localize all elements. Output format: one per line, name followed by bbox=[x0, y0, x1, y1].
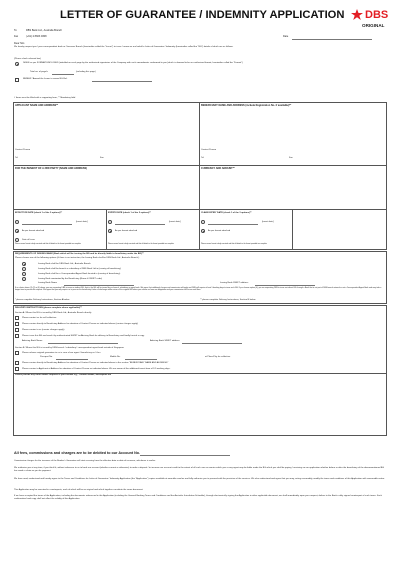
advising-name-label: Advising Bank Name bbox=[22, 340, 43, 342]
counterparts-paragraph: This Application may be executed in counterparts, each of which will be an original and which together constitute the same document. bbox=[14, 489, 144, 491]
mobile-field[interactable] bbox=[125, 359, 157, 360]
effective-insert-radio[interactable] bbox=[15, 220, 19, 224]
effective-issue-label: Date of Issue bbox=[22, 239, 35, 241]
issuing-bank-heading: REQUIREMENTS OF ISSUING BANK (Bank which will be issuing the BG and be directly liable to beneficiary under the BG)** bbox=[15, 253, 144, 255]
other-details-field[interactable] bbox=[15, 379, 385, 434]
total-pages-field[interactable] bbox=[52, 74, 74, 75]
beneficiary-label: BENEFICIARY NAME AND ADDRESS (include Registration No. if available)** bbox=[201, 104, 292, 107]
claim-date-field[interactable] bbox=[208, 224, 258, 225]
applicant-tel-label: Tel bbox=[15, 157, 18, 159]
b-release-checkbox[interactable] bbox=[15, 351, 19, 355]
a-swift-label: Please issue this BG and send it by authenticated SWIFT to Advising Bank for delivery to Beneficiary and kindly furnish a copy bbox=[22, 334, 145, 337]
b-courier-applicant-label: Please courier to Applicant at Address for attention of Contact Person as indicated above. We are aware of the additional transit time of 3-5 working days. bbox=[22, 367, 171, 370]
b-release-label: Please release original guarantee to us in care of our agent / beneficiary as / thru bbox=[22, 351, 101, 354]
effective-date-field[interactable] bbox=[22, 224, 72, 225]
claim-insert-label: [insert date] bbox=[262, 221, 274, 223]
b-courier-beneficiary-label: Please courier directly to Beneficiary Address for attention of Contact Person as indicated above in the section "BENEFICIARY NAME AND ADDRESS" bbox=[22, 361, 169, 364]
issuing-option-4-label: Issuing Bank nominated by the Beneficiary (Name & SWIFT code) bbox=[38, 277, 103, 280]
applicant-field[interactable] bbox=[15, 110, 197, 146]
passport-field[interactable] bbox=[56, 359, 88, 360]
applicant-label: APPLICANT NAME AND ADDRESS** bbox=[15, 104, 59, 107]
renew-ref-field[interactable] bbox=[92, 81, 152, 82]
delivery-section-a: Section A: Where this BG is issued by DBS Bank Ltd., Australia Branch directly bbox=[15, 312, 92, 314]
issuing-footnote-2: ** please complete Delivery Instructions, Section B below bbox=[200, 299, 256, 301]
effective-insert-label: [insert date] bbox=[76, 221, 88, 223]
advising-name-field[interactable] bbox=[48, 343, 118, 344]
page-title: LETTER OF GUARANTEE / INDEMNITY APPLICATION bbox=[60, 9, 345, 21]
issuing-option-1-radio[interactable] bbox=[22, 262, 26, 266]
a-self-collect-checkbox[interactable] bbox=[15, 316, 19, 320]
dbs-logo bbox=[351, 9, 388, 21]
commission-note: Commission charges for the issuance of the Banker's Guarantee will start accruing from the effective date or date of issuance, whichever is earlier. bbox=[14, 460, 156, 462]
original-badge: ORIGINAL bbox=[362, 23, 385, 28]
advising-swift-label: Advising Bank SWIFT address bbox=[150, 340, 180, 342]
delivery-section-b: Section B: Where this BG is issued by DBS branch / subsidiary / correspondent agent bank outside of Singapore bbox=[15, 347, 124, 349]
issuing-bank-name-label: Issuing Bank Name bbox=[38, 282, 57, 284]
issuing-option-1-label: Issuing Bank shall be DBS Bank Ltd., Australia Branch bbox=[38, 262, 91, 265]
issuing-bank-paragraph: If no choice above (1) (2) or (4) above, you are requesting DBS to issue an indirect BG, that is, the BG will be issued by our branch, subsidiary or agent bank. We agree that additional charges and commission will apply and DBS will require at least 5 banking days to issue such BG. If you choose option (4), you are requesting DBS to issue an indirect BG through a Bank that is not part of DBS branch network or not a Correspondent Agent Bank and may take a longer time to process the request. We agree that you may require us to procure the beneficiary's letter of discharge and/or return of the original BG before you release us from our obligations and your commission will accrue until then. bbox=[15, 287, 382, 292]
issue-format-text: ISSUE as per FORMAT ENCLOSED (initialled on each page by the authorised signatories of the Company with such amendments conformed to you (which is deemed to be our authorised format, hereinafter called the "Format") bbox=[23, 62, 243, 64]
account-field[interactable] bbox=[140, 455, 230, 456]
currency-label: CURRENCY AND AMOUNT** bbox=[201, 167, 235, 170]
claim-format-label: As per format attached bbox=[208, 230, 231, 232]
expiry-format-label: As per format attached bbox=[115, 230, 138, 232]
mobile-label: Mobile No. bbox=[110, 356, 121, 358]
effective-date-label: EFFECTIVE DATE (check 1 of the 3 options)** bbox=[15, 212, 63, 214]
intro-request: We hereby request you / your correspondent bank or Overseas Branch (hereinafter called the "Issuer") to issue / renew on our behalf a Letter of Guarantee / Indemnity (hereinafter called the "BG") details of which are as follows: bbox=[14, 46, 234, 48]
beneficiary-contact-label: Contact Person bbox=[201, 149, 217, 151]
effective-format-radio[interactable] bbox=[15, 229, 19, 233]
a-courier-beneficiary-label: Please courier directly to Beneficiary Address for attention of Contact Person as indicated above (courier charges apply) bbox=[22, 322, 138, 325]
issuing-option-3-radio[interactable] bbox=[22, 272, 26, 276]
total-pages-label: Total no. of page/s bbox=[30, 71, 48, 73]
total-pages-suffix: (including this page) bbox=[76, 71, 96, 73]
date-field[interactable] bbox=[292, 39, 372, 40]
dbs-wordmark: DBS bbox=[365, 9, 389, 21]
dbs-star-icon bbox=[351, 9, 363, 21]
renew-checkbox[interactable] bbox=[15, 78, 19, 82]
issuing-bank-name-field[interactable] bbox=[64, 285, 134, 286]
to-label: To bbox=[14, 29, 17, 32]
issuing-option-2-label: Issuing Bank shall be branch or subsidiary of DBS Bank Ltd in (country of beneficiary) bbox=[38, 267, 121, 270]
effective-note: Please ensure format is duly executed and that all details in the format provided are complete bbox=[15, 244, 81, 245]
beneficiary-fax-label: Fax bbox=[289, 157, 293, 159]
acceptance-paragraph: If we have accepted the terms of the Application, including the documents referenced in this Application (including the General Banking Terms and Conditions and the Australia Jurisdiction Schedule), through electronically signing the Application in other applicable document, we shall immediately upon your request, deliver to the Bank a duly signed counterpart of such terms. Such confirmation hard copy shall not affect the validity of this Application. bbox=[14, 495, 382, 500]
a-courier-us-checkbox[interactable] bbox=[15, 328, 19, 332]
date-label: Date bbox=[283, 35, 289, 38]
third-party-field[interactable] bbox=[15, 172, 197, 206]
issue-format-radio[interactable] bbox=[15, 62, 19, 66]
expiry-format-radio[interactable] bbox=[108, 229, 112, 233]
delivery-heading: DELIVERY INSTRUCTIONS (please complete where applicable)** bbox=[15, 307, 82, 309]
issuing-footnote-1: * please complete Delivery Instructions, Section A below bbox=[15, 299, 70, 301]
a-swift-checkbox[interactable] bbox=[15, 334, 19, 338]
other-details-label: Please provide any other details required in your format e.g., Contact details, description etc bbox=[15, 374, 112, 376]
to-value: DBS Bank Ltd., Australia Branch bbox=[26, 29, 62, 32]
currency-field[interactable] bbox=[201, 172, 385, 206]
issuing-option-4-radio[interactable] bbox=[22, 277, 26, 281]
terms-paragraph: We have read, understood and hereby agree to the Terms and Conditions for Letter of Guarantee / Indemnity Application (the "Application") copies available at www.dbs.com/au and fully authorise you to proceed with the provision of the services. We also understand and agree that you may, acting reasonably, modify the terms and conditions of this Application with reasonable notice. bbox=[14, 478, 385, 480]
salutation: Dear Sirs bbox=[14, 42, 25, 45]
beneficiary-tel-label: Tel bbox=[201, 157, 204, 159]
a-courier-us-label: Please courier to us (courier charges apply) bbox=[22, 328, 65, 331]
claim-note: Please ensure format is duly executed and that all details in the format provided are complete bbox=[201, 244, 267, 245]
fax-label: Fax bbox=[14, 35, 19, 38]
claim-format-radio[interactable] bbox=[201, 229, 205, 233]
expiry-note: Please ensure format is duly executed and that all details in the format provided are complete bbox=[108, 244, 174, 245]
mandatory-note: # Items must be filled with a supporting form; ** Mandatory field bbox=[14, 97, 76, 99]
issuing-option-3-label: Issuing Bank shall be a Correspondent Agent Bank located in (country of beneficiary) bbox=[38, 272, 121, 275]
fax-value: (+61) 2 8823 9308 bbox=[26, 35, 47, 38]
passport-label: Passport No. bbox=[40, 356, 53, 358]
claim-date-label: CLAIM EXPIRY DATE (check 1 of the 3 options)** bbox=[201, 212, 252, 214]
effective-format-label: As per format attached bbox=[22, 230, 45, 232]
claim-insert-radio[interactable] bbox=[201, 220, 205, 224]
issuing-bank-swift-label: Issuing Bank SWIFT address bbox=[220, 282, 249, 284]
issuing-option-2-radio[interactable] bbox=[22, 267, 26, 271]
expiry-insert-label: [insert date] bbox=[169, 221, 181, 223]
expiry-date-field[interactable] bbox=[115, 224, 165, 225]
a-self-collect-label: Please contact us for self collection. bbox=[22, 316, 57, 319]
expiry-insert-radio[interactable] bbox=[108, 220, 112, 224]
fees-heading: All fees, commissions and charges are to be debited to our Account No. bbox=[14, 451, 141, 455]
issuing-bank-sub: Please choose one of the following options (if there is no instruction, the Issuing Bank shall be DBS Bank Ltd., Australia Branch.) bbox=[15, 257, 140, 259]
authorisation-paragraph: We authorise you at any time, if you think fit, without reference to us to bank our account (whether current or otherwise) to make a deposit / to increase our account credit to the extent of all such sum or monies which you or any agent may be liable under the BG which you shall be paying / receiving on our application whether before or after the beneficiary of the abovementioned BG has made a claim on you for payment. bbox=[14, 467, 385, 472]
third-party-label: FOR THE BENEFIT OF A 3RD PARTY (NAME AND ADDRESS) bbox=[15, 167, 88, 170]
place-label: at Place/City for collection bbox=[205, 356, 231, 358]
issuing-bank-swift-field[interactable] bbox=[255, 285, 315, 286]
renew-text: RENEW / Amend the Issuer to renew BG Ref. bbox=[23, 78, 68, 80]
a-courier-beneficiary-checkbox[interactable] bbox=[15, 322, 19, 326]
applicant-fax-label: Fax bbox=[100, 157, 104, 159]
b-courier-applicant-checkbox[interactable] bbox=[15, 367, 19, 371]
beneficiary-field[interactable] bbox=[201, 110, 385, 146]
effective-issue-radio[interactable] bbox=[15, 238, 19, 242]
advising-swift-field[interactable] bbox=[182, 343, 242, 344]
expiry-date-label: EXPIRY DATE (check 1 of the 3 options)** bbox=[108, 212, 151, 214]
applicant-contact-label: Contact Person bbox=[15, 149, 31, 151]
tick-note: (Please check relevant box) bbox=[14, 58, 41, 60]
b-courier-beneficiary-checkbox[interactable] bbox=[15, 361, 19, 365]
